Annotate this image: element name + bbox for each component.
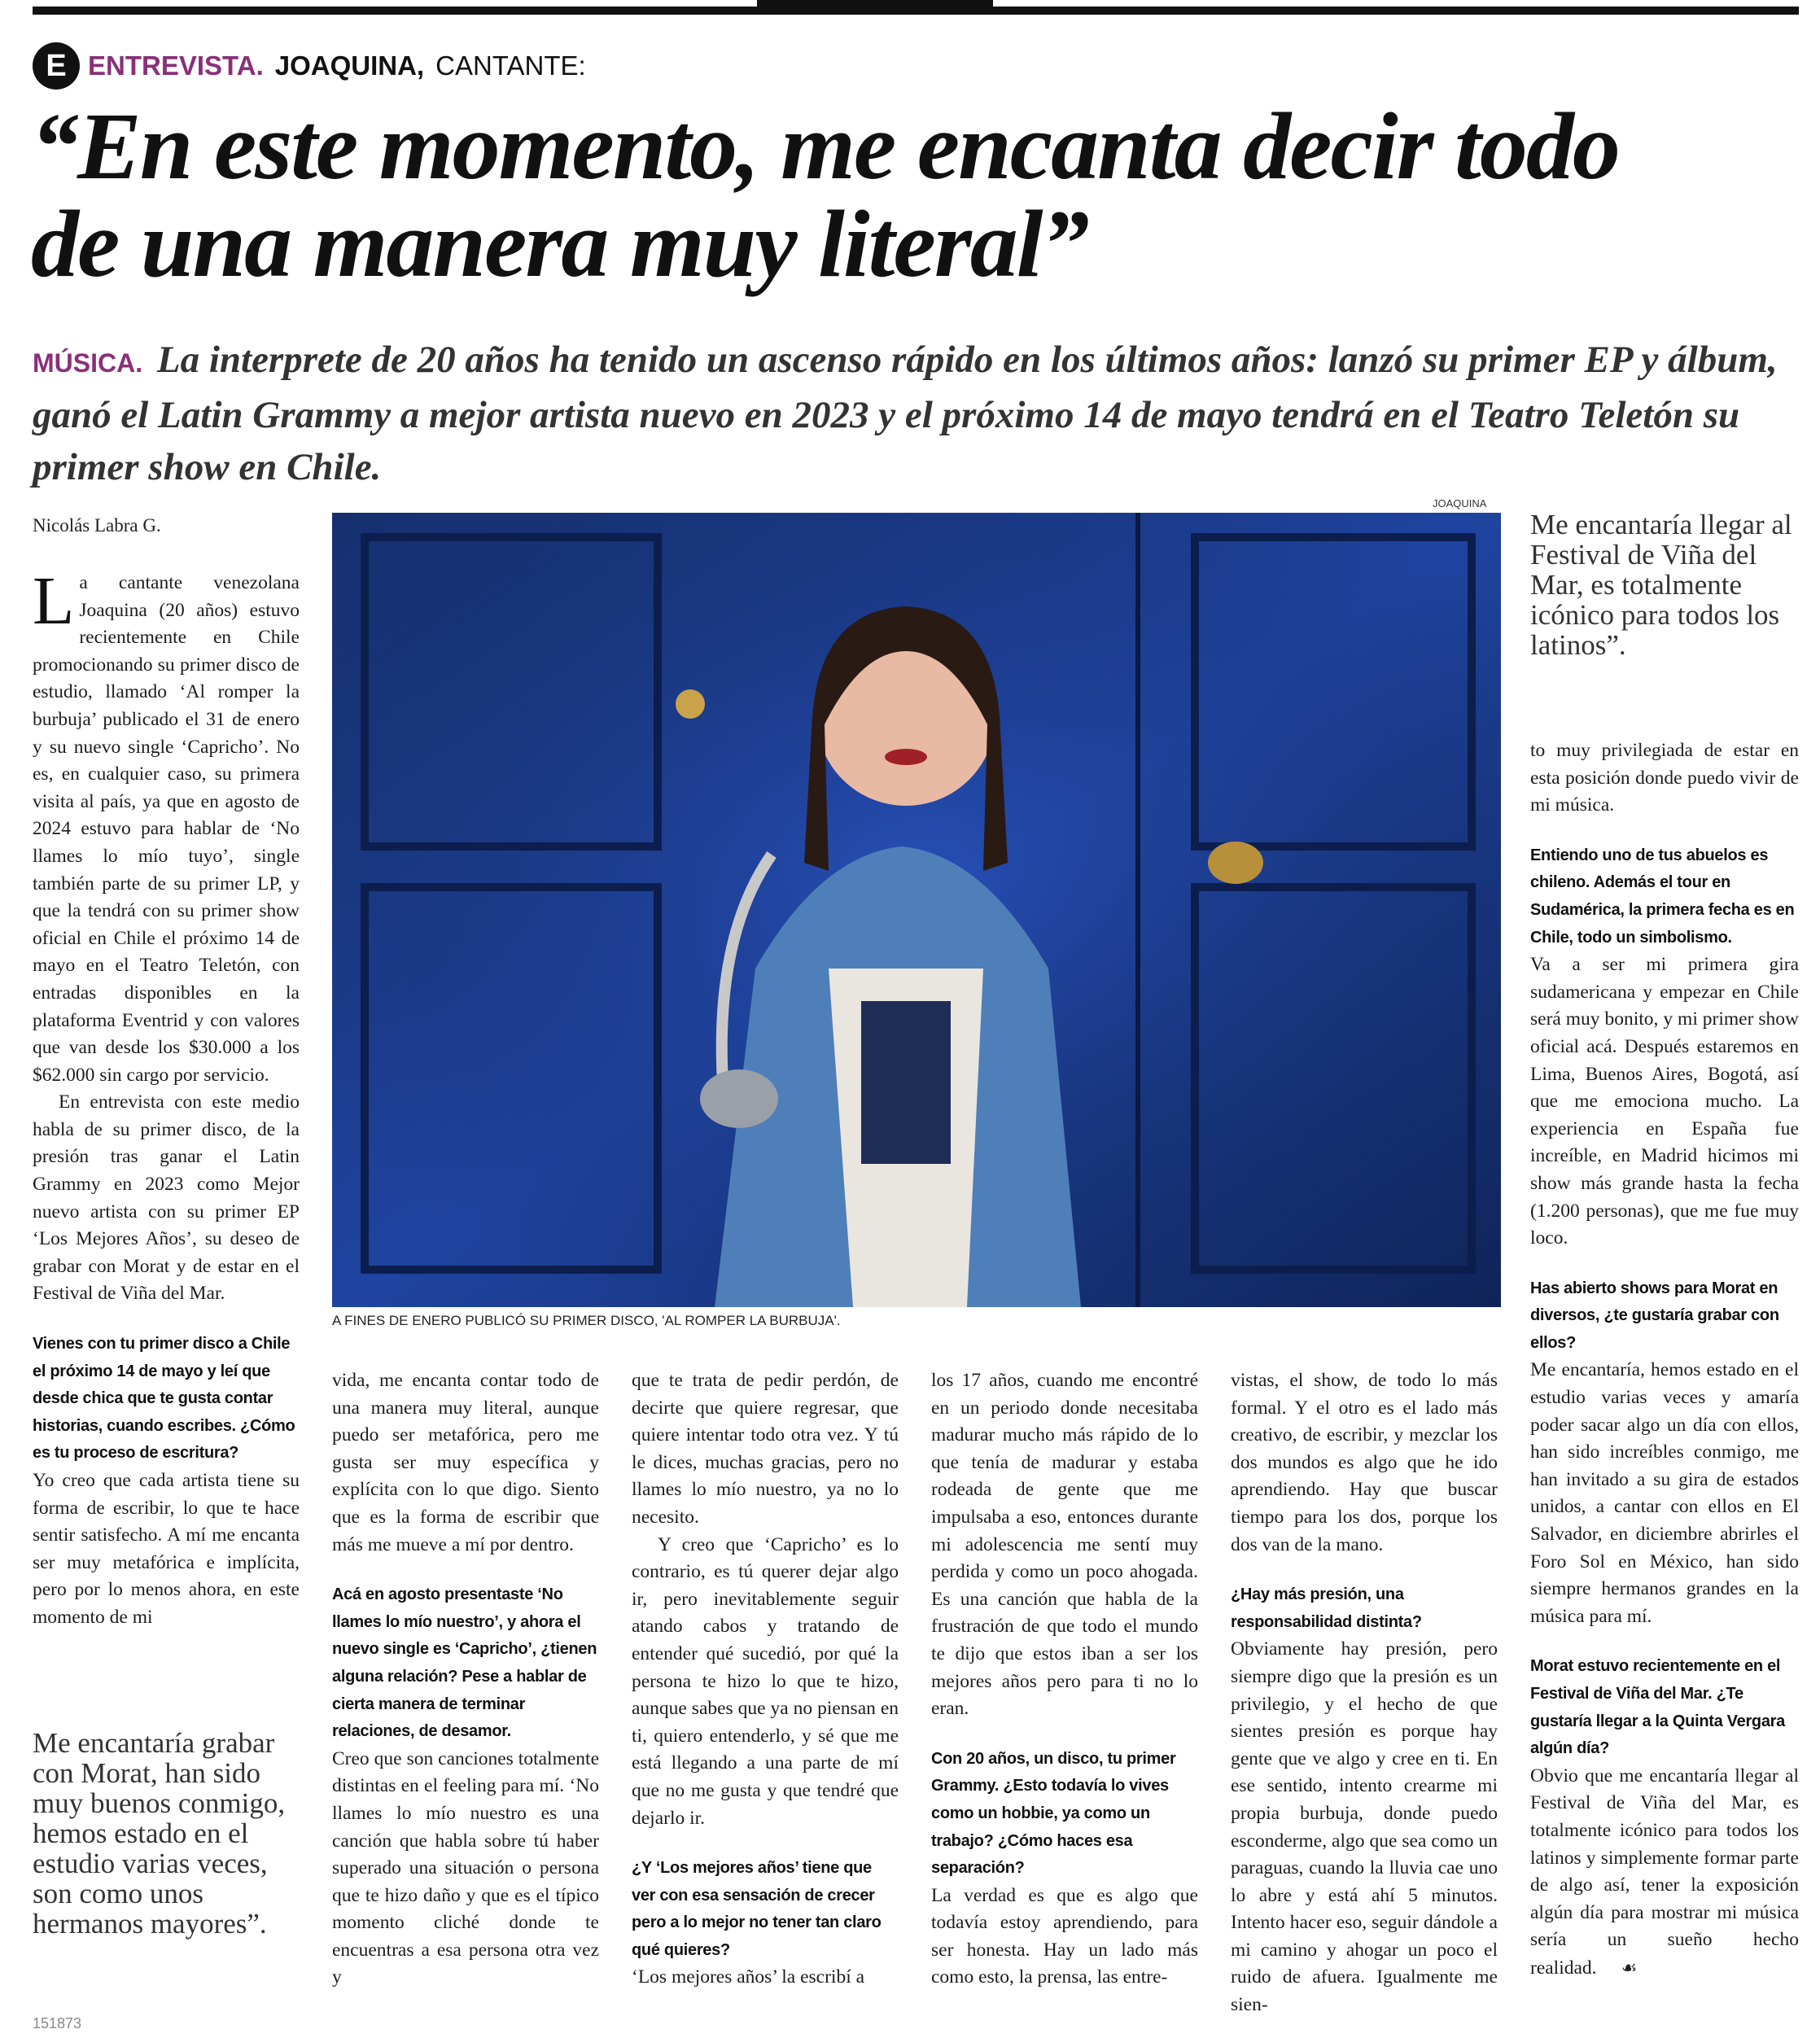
column-6: [1530, 737, 1799, 1983]
section-tab: [757, 0, 993, 8]
column-3: [632, 1367, 899, 1992]
column-1: [33, 563, 300, 1632]
photo-credit: JOAQUINA: [1433, 497, 1487, 510]
question-1: Vienes con tu primer disco a Chile el próximo 14 de mayo y leí que desde chica que te gusta contar historias, cuando escribes. ¿Cómo es tu proceso de escritura?: [33, 1335, 295, 1463]
answer-2-paragraph-2: Y creo que ‘Capricho’ es lo contrario, es tú querer dejar algo ir, pero inevitablemente seguir atando cabos y tratando de entender qué sucedió, por qué la persona te hizo lo que te hizo, aunque sabes que ya no piensan en ti, quiero entenderlo, y sé que me está llegando a una parte de mí que no me gusta y que tendré que dejarlo ir.: [632, 1533, 899, 1829]
answer-7: Me encantaría, hemos estado en el estudio varias veces y amaría poder sacar algo un día con ellos, han sido increíbles conmigo, me han invitado a su gira de estados unidos, a cantar con ellos en El Salvador, en diciembre abrirles el Foro Sol en México, han sido siempre hermanos grandes en la música para mí.: [1530, 1359, 1799, 1627]
edition-id: 151873: [33, 2015, 82, 2031]
interviewee-name: JOAQUINA,: [274, 50, 425, 81]
question-5: ¿Hay más presión, una responsabilidad distinta?: [1231, 1585, 1422, 1631]
answer-2: Creo que son canciones totalmente distintas en el feeling para mí. ‘No llames lo mío nuestro es una canción que habla sobre tú haber superado una situación o persona que te hizo daño y que es el típico momento cliché donde te encuentras a esa persona otra vez y: [332, 1747, 599, 1988]
drop-cap: L: [33, 563, 75, 639]
answer-4-cont: vistas, el show, de todo lo más formal. Y el otro es el lado más creativo, de escribir, y mezclar los dos mundos es algo que he ido aprendiendo. Hay que buscar tiempo para los dos, porque los dos van de la mano.: [1231, 1370, 1498, 1555]
photo-illustration: [332, 513, 1501, 1307]
answer-2-cont: que te trata de pedir perdón, de decirte que quiere regresar, que quiere intentar todo otra vez. Y tú le dices, muchas gracias, pero no llames lo mío nuestro, ya no lo necesito.: [632, 1370, 899, 1528]
deck-text: La interprete de 20 años ha tenido un ascenso rápido en los últimos años: lanzó su primer EP y álbum, ganó el Latin Grammy a mejor artista nuevo en 2023 y el próximo 14 de mayo tendrá en el Teatro Teletón su primer show en Chile.: [33, 339, 1778, 488]
deck: [33, 334, 1799, 493]
answer-6: Va a ser mi primera gira sudamericana y empezar en Chile será muy bonito, y mi primer show oficial acá. Después estaremos en Lima, Buenos Aires, Bogotá, así que me emociona mucho. La experiencia en España fue increíble, en Madrid hicimos mi show más grande hasta la fecha (1.200 personas), que me fue muy loco.: [1530, 954, 1799, 1249]
answer-5: Obviamente hay presión, pero siempre digo que la presión es un privilegio, y el hecho de que sientes presión es porque hay gente que ve algo y cree en ti. En ese sentido, intento crearme mi propia burbuja, donde puedo esconderme, algo que sea como un paraguas, cuando la lluvia cae uno lo abre y está ahí 5 minutos. Intento hacer eso, seguir dándole a mi camino y ahogar un poco el ruido de afuera. Igualmente me sien-: [1231, 1638, 1498, 2016]
answer-1: Yo creo que cada artista tiene su forma de escribir, lo que te hace sentir satisfecho. A mí me encanta ser muy metafórica e implícita, pero por lo menos ahora, en este momento de mi: [33, 1470, 300, 1628]
intro-paragraph-2: En entrevista con este medio habla de su primer disco, de la presión tras ganar el Latin Grammy en 2023 como Mejor nuevo artista con su primer EP ‘Los Mejores Años’, su deseo de grabar con Morat y de estar en el Festival de Viña del Mar.: [33, 1091, 300, 1305]
headline-line-1: “En este momento, me encanta decir todo: [31, 93, 1619, 199]
headline-line-2: de una manera muy literal”: [31, 190, 1088, 297]
section-badge: E: [33, 42, 80, 90]
deck-tag: MÚSICA.: [33, 348, 143, 378]
question-3: ¿Y ‘Los mejores años’ tiene que ver con esa sensación de crecer pero a lo mejor no tener tan claro qué quieres?: [632, 1859, 882, 1959]
answer-5-cont: to muy privilegiada de estar en esta posición donde puedo vivir de mi música.: [1530, 740, 1799, 816]
question-6: Entiendo uno de tus abuelos es chileno. Además el tour en Sudamérica, la primera fecha es en Chile, todo un simbolismo.: [1530, 846, 1795, 947]
pull-quote-right: Me encantaría llegar al Festival de Viña del Mar, es totalmente icónico para todos los latinos”.: [1530, 509, 1792, 661]
lead-paragraph: La cantante venezolana Joaquina (20 años) estuvo recientemente en Chile promocionando su primer disco de estudio, llamado ‘Al romper la burbuja’ publicado el 31 de enero y su nuevo single ‘Capricho’. No es, en cualquier caso, su primera visita al país, ya que en agosto de 2024 estuvo para hablar de ‘No llames lo mío tuyo’, single también parte de su primer LP, y que la tendrá con su primer show oficial en Chile el próximo 14 de mayo en el Teatro Teletón, con entradas disponibles en la plataforma Eventrid y con valores que van desde los $30.000 a los $62.000 sin cargo por servicio.: [33, 563, 300, 1086]
column-5: [1231, 1367, 1498, 2019]
end-mark-icon: ☙: [1621, 1957, 1638, 1978]
section-label: ENTREVISTA.: [88, 50, 264, 81]
answer-1-cont: vida, me encanta contar todo de una manera muy literal, aunque puedo ser metafórica, pero me gusta ser muy específica y explícita con lo que digo. Siento que es la forma de escribir que más me mueve a mí por dentro.: [332, 1370, 599, 1555]
pull-quote-left: Me encantaría grabar con Morat, han sido muy buenos conmigo, hemos estado en el estudio varias veces, son como unos hermanos mayores”.: [33, 1727, 286, 1940]
interviewee-role: CANTANTE:: [435, 50, 586, 81]
headline: [31, 93, 1797, 297]
kicker: [33, 42, 586, 90]
column-4: [931, 1367, 1198, 1992]
question-2: Acá en agosto presentaste ‘No llames lo mío nuestro’, y ahora el nuevo single es ‘Capricho’, ¿tienen alguna relación? Pese a hablar de cierta manera de terminar relaciones, de desamor.: [332, 1585, 597, 1741]
question-8: Morat estuvo recientemente en el Festival de Viña del Mar. ¿Te gustaría llegar a la Quinta Vergara algún día?: [1530, 1657, 1785, 1758]
byline: Nicolás Labra G.: [33, 515, 161, 536]
hero-photo: [332, 513, 1501, 1307]
answer-3: ‘Los mejores años’ la escribí a: [632, 1966, 865, 1988]
photo-caption: A FINES DE ENERO PUBLICÓ SU PRIMER DISCO, 'AL ROMPER LA BURBUJA'.: [332, 1313, 841, 1328]
column-2: [332, 1367, 599, 1992]
question-4: Con 20 años, un disco, tu primer Grammy. ¿Esto todavía lo vives como un hobbie, ya como un trabajo? ¿Cómo haces esa separación?: [931, 1749, 1176, 1878]
answer-8: Obvio que me encantaría llegar al Festival de Viña del Mar, es totalmente icónico para todos los latinos y simplemente formar parte de algo así, tener la exposición algún día para mostrar mi música sería un sueño hecho realidad. ☙: [1530, 1765, 1799, 1979]
question-7: Has abierto shows para Morat en diversos, ¿te gustaría grabar con ellos?: [1530, 1279, 1779, 1352]
answer-4: La verdad es que es algo que todavía estoy aprendiendo, para ser honesta. Hay un lado más como esto, la prensa, las entre-: [931, 1884, 1198, 1988]
answer-3-cont: los 17 años, cuando me encontré en un periodo donde necesitaba madurar mucho más rápido de lo que tenía de madurar y estaba rodeada de gente que me impulsaba a eso, entonces durante mi adolescencia me sentí muy perdida y como un poco ahogada. Es una canción que habla de la frustración de que todo el mundo te dijo que estos iban a ser los mejores años pero para ti no lo eran.: [931, 1370, 1198, 1720]
